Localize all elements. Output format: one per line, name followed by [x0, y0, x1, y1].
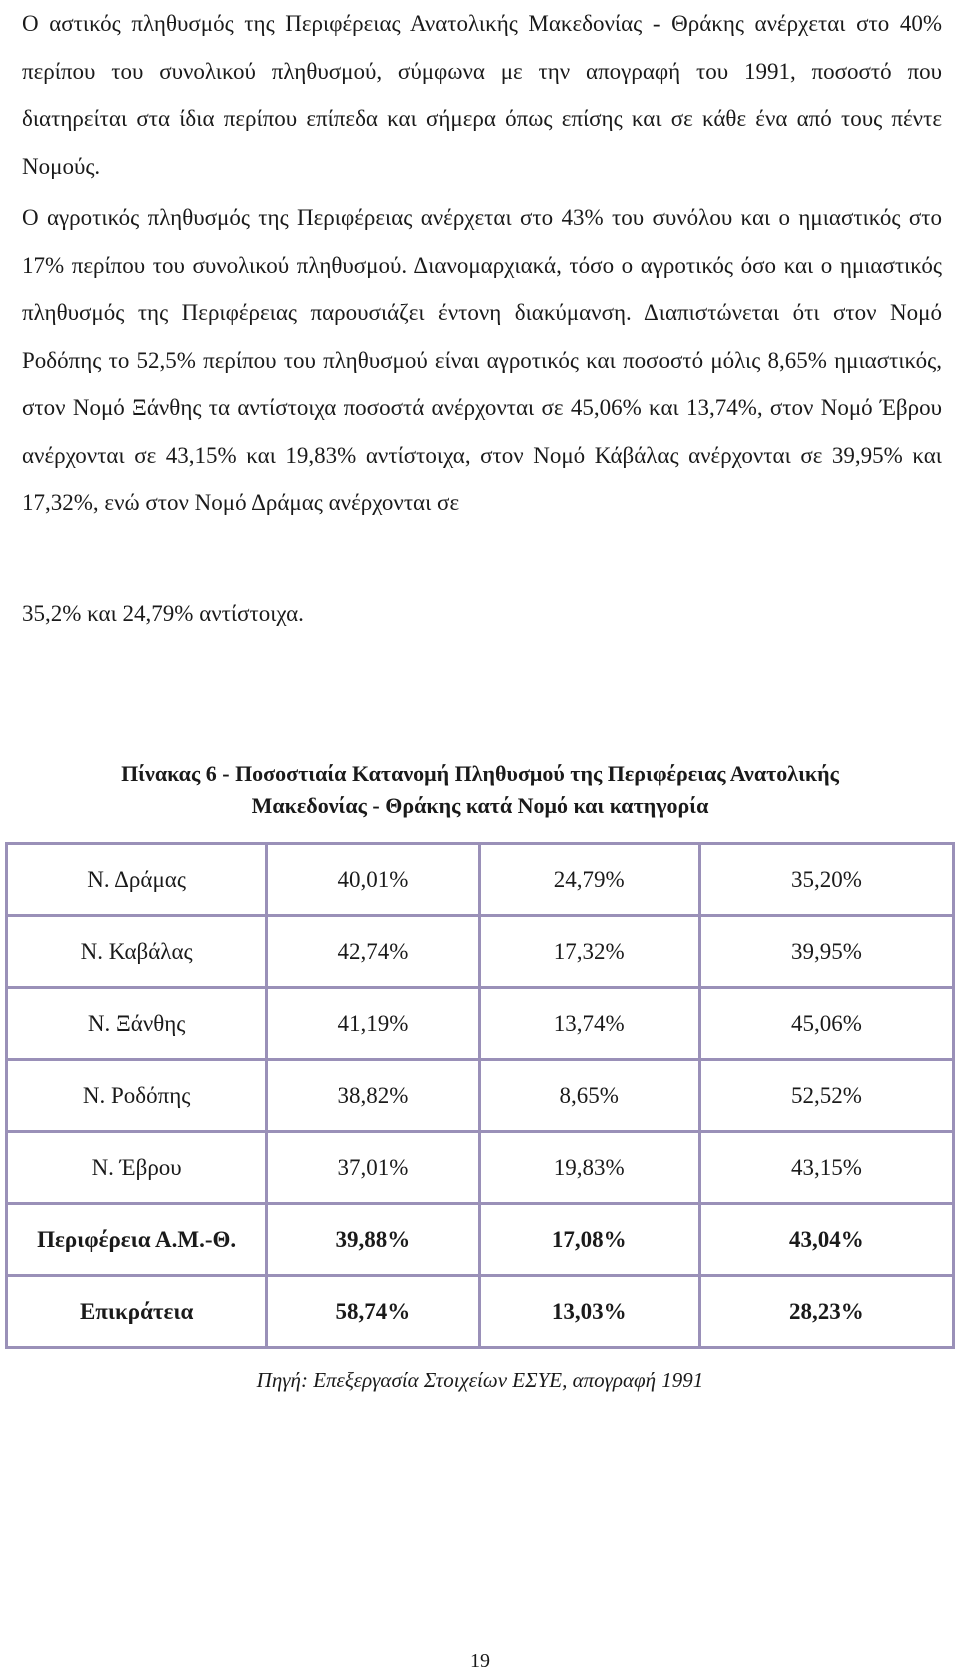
semi-urban-value: 17,08% [479, 1204, 699, 1276]
population-distribution-table [5, 842, 955, 1349]
row-label: Ν. Ξάνθης [7, 988, 267, 1060]
table-row [7, 1132, 954, 1204]
urban-value: 38,82% [267, 1060, 479, 1132]
page-number: 19 [470, 1650, 490, 1672]
semi-urban-value: 17,32% [479, 916, 699, 988]
table-source-note: Πηγή: Επεξεργασία Στοιχείων ΕΣΥΕ, απογραφή 1991 [256, 1368, 704, 1392]
urban-value: 58,74% [267, 1276, 479, 1348]
rural-value: 28,23% [699, 1276, 953, 1348]
table-caption-line-1: Πίνακας 6 - Ποσοστιαία Κατανομή Πληθυσμού της Περιφέρειας Ανατολικής [121, 761, 839, 786]
row-label: Ν. Δράμας [7, 844, 267, 916]
semi-urban-value: 19,83% [479, 1132, 699, 1204]
row-label: Ν. Καβάλας [7, 916, 267, 988]
rural-value: 43,04% [699, 1204, 953, 1276]
rural-value: 39,95% [699, 916, 953, 988]
paragraph-rural-population: Ο αγροτικός πληθυσμός της Περιφέρειας ανέρχεται στο 43% του συνόλου και ο ημιαστικός στο 17% περίπου του συνολικού πληθυσμού. Διανομαρχιακά, τόσο ο αγροτικός όσο και ο ημιαστικός πληθυσμός της Περιφέρειας παρουσιάζει έντονη διακύμανση. Διαπιστώνεται ότι στον Νομό Ροδόπης το 52,5% περίπου του πληθυσμού είναι αγροτικός και ποσοστό μόλις 8,65% ημιαστικός, στον Νομό Ξάνθης τα αντίστοιχα ποσοστά ανέρχονται σε 45,06% και 13,74%, στον Νομό Έβρου ανέρχονται σε 43,15% και 19,83% αντίστοιχα, στον Νομό Κάβάλας ανέρχονται σε 39,95% και 17,32%, ενώ στον Νομό Δράμας ανέρχονται σε [22, 205, 942, 515]
row-label: Ν. Ροδόπης [7, 1060, 267, 1132]
table-caption [40, 758, 920, 822]
row-label: Επικράτεια [7, 1276, 267, 1348]
table-caption-line-2: Μακεδονίας - Θράκης κατά Νομό και κατηγορία [251, 793, 709, 818]
urban-value: 41,19% [267, 988, 479, 1060]
rural-value: 43,15% [699, 1132, 953, 1204]
urban-value: 42,74% [267, 916, 479, 988]
table-row-country-total [7, 1276, 954, 1348]
rural-value: 45,06% [699, 988, 953, 1060]
table-row [7, 916, 954, 988]
urban-value: 37,01% [267, 1132, 479, 1204]
row-label: Ν. Έβρου [7, 1132, 267, 1204]
semi-urban-value: 13,03% [479, 1276, 699, 1348]
urban-value: 39,88% [267, 1204, 479, 1276]
semi-urban-value: 8,65% [479, 1060, 699, 1132]
paragraph-urban-population: Ο αστικός πληθυσμός της Περιφέρειας Ανατολικής Μακεδονίας - Θράκης ανέρχεται στο 40% περίπου του συνολικού πληθυσμού, σύμφωνα με την απογραφή του 1991, ποσοστό που διατηρείται στα ίδια περίπου επίπεδα και σήμερα όπως επίσης και σε κάθε ένα από τους πέντε Νομούς. [22, 11, 942, 179]
rural-value: 52,52% [699, 1060, 953, 1132]
table-row [7, 1060, 954, 1132]
semi-urban-value: 13,74% [479, 988, 699, 1060]
urban-value: 40,01% [267, 844, 479, 916]
paragraph-rural-population-end: 35,2% και 24,79% αντίστοιχα. [22, 601, 304, 626]
table-row [7, 844, 954, 916]
semi-urban-value: 24,79% [479, 844, 699, 916]
table-row-region-total [7, 1204, 954, 1276]
table-row [7, 988, 954, 1060]
rural-value: 35,20% [699, 844, 953, 916]
row-label: Περιφέρεια Α.Μ.-Θ. [7, 1204, 267, 1276]
